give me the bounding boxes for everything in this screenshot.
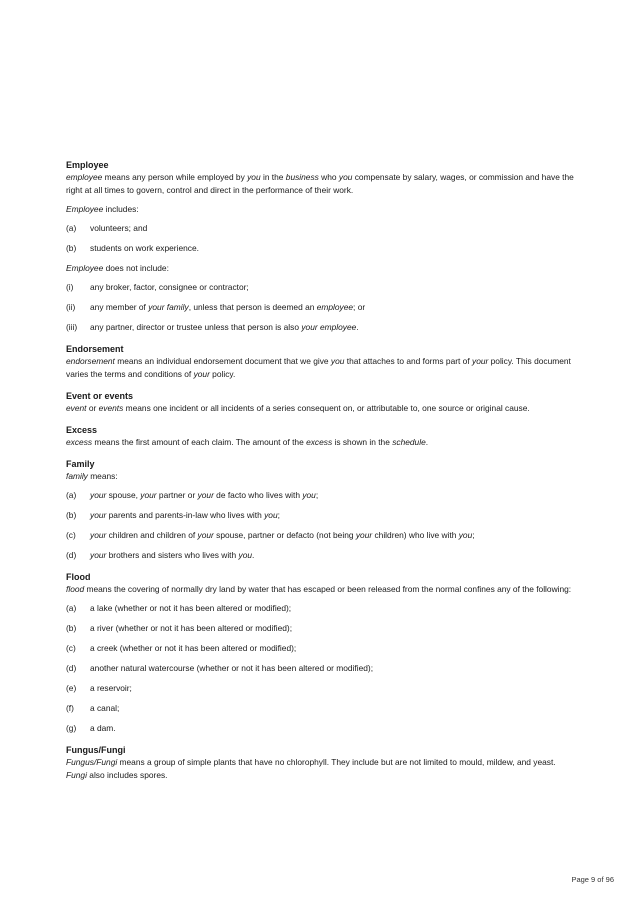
list-item-text [90,722,576,735]
definition-paragraph [66,402,576,415]
defined-term: your [472,356,489,366]
list-item-label: (b) [66,510,77,520]
text-segment: a canal; [90,703,120,713]
text-segment: children) who live with [372,530,459,540]
text-segment: a dam. [90,723,116,733]
definition-paragraph [66,756,576,782]
defined-term: excess [66,437,93,447]
list-item-label: (e) [66,683,77,693]
list-item [66,622,576,635]
defined-term: events [98,403,124,413]
defined-term: business [285,172,319,182]
definition-heading: Excess [66,425,98,435]
list-item [66,281,576,294]
list-item-label: (b) [66,243,77,253]
text-segment: students on work experience. [90,243,199,253]
text-segment: a river (whether or not it has been altered or modified); [90,623,293,633]
list-item-text [90,662,576,675]
text-segment: parents and parents-in-law who lives with [106,510,265,520]
defined-term: you [264,510,278,520]
list-item-text [90,509,576,522]
text-segment: any partner, director or trustee unless that person is also [90,322,302,332]
definition-heading: Event or events [66,391,134,401]
list-item-text [90,222,576,235]
list-item-text [90,281,576,294]
list-item [66,222,576,235]
list-item-label: (f) [66,703,74,713]
definition-heading: Flood [66,572,91,582]
list-item [66,642,576,655]
defined-term: you [330,356,345,366]
list-item-label: (a) [66,223,77,233]
definition-heading: Fungus/Fungi [66,745,126,755]
text-segment: means the first amount of each claim. The amount of the [92,437,307,447]
definition-paragraph [66,203,576,216]
text-segment: means an individual endorsement document that we give [114,356,331,366]
definition-heading: Family [66,459,95,469]
defined-term: flood [66,584,85,594]
defined-term: your employee [301,322,357,332]
list-item-label: (d) [66,663,77,673]
list-item [66,529,576,542]
list-item-label: (c) [66,530,76,540]
text-segment: policy. This document varies the terms and conditions of [66,356,571,379]
definition-heading: Endorsement [66,344,124,354]
text-segment: is shown in the [332,437,393,447]
defined-term: your [90,530,107,540]
list-item-label: (iii) [66,322,78,332]
list-item-label: (a) [66,603,77,613]
text-segment: spouse, [106,490,141,500]
text-segment: who [318,172,339,182]
defined-term: schedule [392,437,426,447]
text-segment: means: [87,471,118,481]
definition-paragraph [66,470,576,483]
text-segment: . [252,550,255,560]
defined-term: excess [306,437,333,447]
text-segment: any broker, factor, consignee or contractor; [90,282,249,292]
text-segment: children and children of [106,530,198,540]
defined-term: Employee [66,204,104,214]
text-segment: in the [260,172,286,182]
defined-term: you [458,530,473,540]
text-segment: brothers and sisters who lives with [106,550,239,560]
text-segment: means any person while employed by [102,172,248,182]
text-segment: . [356,322,359,332]
defined-term: Fungi [66,770,87,780]
definition-paragraph [66,583,576,596]
defined-term: endorsement [66,356,115,366]
list-item-text [90,242,576,255]
text-segment: . [425,437,429,447]
defined-term: your [90,490,107,500]
text-segment: means one incident or all incidents of a series consequent on, or attributable to, one source or original cause. [123,403,530,413]
definition-employee [66,159,576,334]
definition-event-or-events [66,390,576,415]
text-segment: compensate by salary, wages, or commission and have the right at all times to govern, control and direct in the performance of their work. [66,172,574,195]
page-number: Page 9 of 96 [571,875,614,884]
list-item-label: (c) [66,643,76,653]
definition-paragraph [66,355,576,381]
defined-term: Fungus/Fungi [66,757,118,767]
text-segment: ; or [353,302,366,312]
list-item-text [90,529,576,542]
list-item [66,602,576,615]
list-item-text [90,702,576,715]
definitions-list [66,159,576,791]
definition-excess [66,424,576,449]
list-item-text [90,301,576,314]
defined-term: event [66,403,87,413]
defined-term: you [302,490,316,500]
list-item [66,242,576,255]
text-segment: means a group of simple plants that have no chlorophyll. They include but are not limited to mould, mildew, and yeast. [117,757,556,767]
defined-term: your [193,369,210,379]
list-item [66,702,576,715]
definition-paragraph [66,171,576,197]
list-item [66,549,576,562]
text-segment: any member of [90,302,149,312]
text-segment: partner or [156,490,198,500]
list-item-label: (b) [66,623,77,633]
text-segment: volunteers; and [90,223,148,233]
list-item [66,321,576,334]
defined-term: you [247,172,261,182]
text-segment: another natural watercourse (whether or not it has been altered or modified); [90,663,374,673]
definition-flood [66,571,576,735]
list-item [66,662,576,675]
defined-term: your [355,530,373,540]
list-item [66,489,576,502]
list-item-text [90,622,576,635]
defined-term: your [197,490,214,500]
text-segment: a reservoir; [90,683,132,693]
text-segment: or [86,403,99,413]
list-item-label: (a) [66,490,77,500]
list-item-text [90,321,576,334]
text-segment: does not include: [103,263,169,273]
text-segment: policy. [209,369,236,379]
list-item-label: (g) [66,723,77,733]
list-item-label: (i) [66,282,74,292]
defined-term: family [66,471,88,481]
defined-term: your [90,510,107,520]
defined-term: your [197,530,214,540]
text-segment: de facto who lives with [213,490,303,500]
defined-term: your family [148,302,189,312]
list-item-label: (d) [66,550,77,560]
list-item [66,682,576,695]
defined-term: Employee [66,263,104,273]
text-segment: spouse, partner or defacto (not being [213,530,356,540]
text-segment: includes: [103,204,139,214]
definition-fungus-fungi [66,744,576,782]
list-item-text [90,602,576,615]
list-item-text [90,682,576,695]
list-item [66,301,576,314]
defined-term: you [338,172,353,182]
definition-paragraph [66,436,576,449]
defined-term: your [140,490,157,500]
definition-heading: Employee [66,160,109,170]
text-segment: , unless that person is deemed an [188,302,317,312]
text-segment: ; [472,530,475,540]
list-item [66,509,576,522]
list-item [66,722,576,735]
definition-endorsement [66,343,576,381]
text-segment: ; [315,490,319,500]
defined-term: your [90,550,107,560]
definition-family [66,458,576,562]
list-item-label: (ii) [66,302,76,312]
text-segment: ; [277,510,280,520]
text-segment: a lake (whether or not it has been altered or modified); [90,603,292,613]
text-segment: means the covering of normally dry land by water that has escaped or been released from the normal confines any of the following: [84,584,572,594]
text-segment: a creek (whether or not it has been altered or modified); [90,643,297,653]
defined-term: employee [66,172,103,182]
text-segment: that attaches to and forms part of [344,356,472,366]
list-item-text [90,549,576,562]
definition-paragraph [66,262,576,275]
defined-term: you [238,550,253,560]
text-segment: also includes spores. [86,770,168,780]
defined-term: employee [316,302,354,312]
list-item-text [90,642,576,655]
list-item-text [90,489,576,502]
